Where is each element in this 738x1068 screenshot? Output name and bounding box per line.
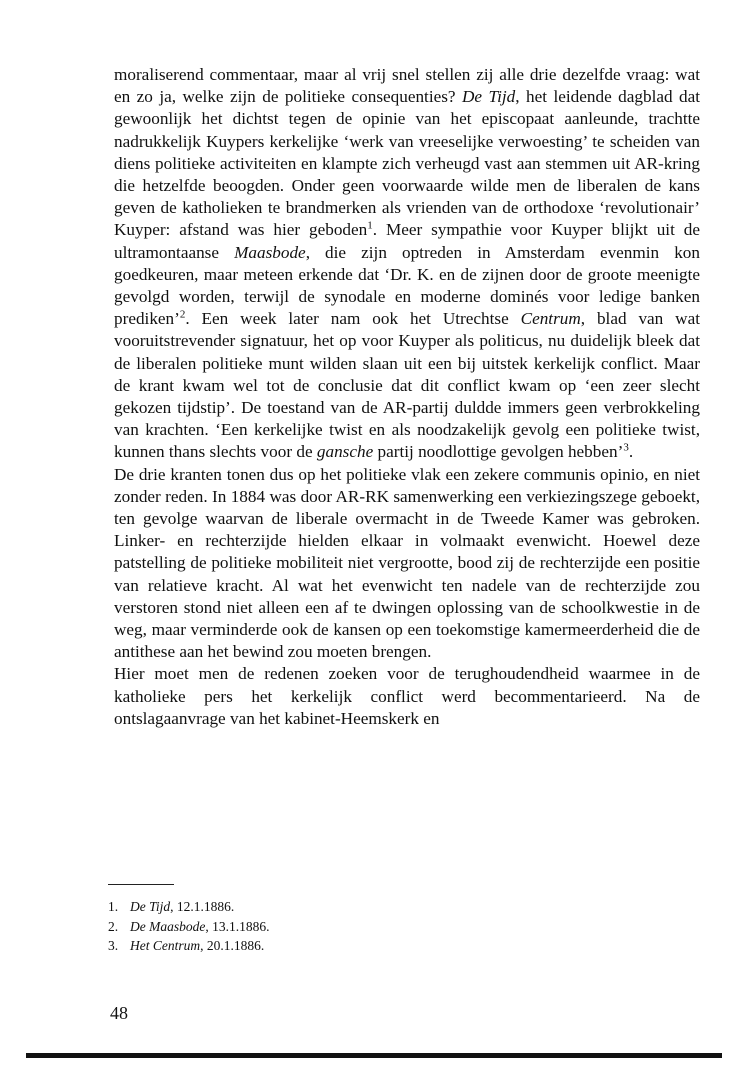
text-run: . Een week later nam ook het Utrechtse: [185, 309, 521, 329]
text-run: , die zijn optreden in Amsterdam evenmin kon goedkeuren, maar meteen erkende dat ‘Dr. K. en de zijnen door de groote meenigte gevolgd worden, terwijl de synodale en moderne dominés voor ledige banken prediken’: [114, 242, 700, 329]
text-run: .: [628, 442, 634, 462]
footnote-date: , 20.1.1886.: [200, 938, 265, 954]
italic-title: gansche: [316, 442, 374, 462]
footnote-reference: 2: [179, 308, 186, 321]
text-run: De drie kranten tonen dus op het politieke vlak een zekere communis opinio, en niet zonder reden. In 1884 was door AR-RK samenwerking een verkiezingszege geboekt, ten gevolge waarvan de liberale overmacht in de Tweede Kamer was gebroken. Linker- en rechterzijde hielden elkaar in volmaakt evenwicht. Hoewel deze patstelling de politieke mobiliteit niet vergrootte, bood zij de rechterzijde een positie van relatieve kracht. Al wat het evenwicht ten nadele van de rechterzijde zou verstoren stond niet alleen een af te dwingen oplossing van de schoolkwestie in de weg, maar verminderde ook de kansen op een toekomstige kamermeerderheid die de antithese aan het bewind zou moeten brengen.: [114, 464, 700, 662]
page-number: 48: [110, 1003, 128, 1023]
text-run: , blad van wat vooruitstrevender signatuur, het op voor Kuyper als politicus, nu duidelijk bleek dat de liberalen politieke munt wilden slaan uit een bij uitstek kerkelijk conflict. Maar de krant kwam wel tot de conclusie dat dit conflict kwam op ‘een zeer slecht gekozen tijdstip’. De toestand van de AR-partij duldde immers geen verbrokkeling van krachten. ‘Een kerkelijke twist en als noodzakelijk gevolg een politieke twist, kunnen thans slechts voor de: [114, 309, 700, 462]
italic-title: Maasbode: [234, 242, 306, 262]
italic-title: Centrum: [520, 309, 581, 329]
footnote-number: 2.: [108, 918, 119, 934]
footnote-number: 3.: [108, 938, 119, 954]
text-run: partij noodlottige gevolgen hebben’: [373, 442, 624, 462]
footnote-date: , 13.1.1886.: [205, 918, 270, 934]
footnote-number: 1.: [108, 899, 119, 914]
paragraph: [114, 464, 700, 664]
text-run: Hier moet men de redenen zoeken voor de terughoudendheid waarmee in de katholieke pers het kerkelijk conflict werd becommentarieerd. Na de ontslagaanvrage van het kabinet-Heemskerk en: [114, 664, 700, 728]
paragraph: [114, 64, 700, 464]
footnote-1: [108, 897, 568, 917]
footnotes: [108, 897, 568, 956]
italic-title: De Tijd: [462, 87, 516, 107]
text-run: , het leidende dagblad dat gewoonlijk het dichtst tegen de opinie van het episcopaat aanleunde, trachtte nadrukkelijk Kuypers kerkelijke ‘werk van vreeselijke verwoesting’ te scheiden van diens politieke activiteiten en klampte zich verheugd vast aan stemmen uit AR-kring die hetzelfde beoogden. Onder geen voorwaarde wilde men de liberalen de kans geven de katholieken te brandmerken als vrienden van de orthodoxe ‘revolutionair’ Kuyper: afstand was hier geboden: [114, 87, 701, 240]
footnote-source: Het Centrum: [130, 938, 201, 954]
text-run: moraliserend commentaar, maar al vrij snel stellen zij alle drie dezelfde vraag: wat en zo ja, welke zijn de politieke consequenties?: [114, 65, 700, 107]
body-text: [114, 64, 700, 730]
footnote-3: [108, 936, 568, 956]
footnote-reference: 3: [623, 441, 629, 454]
footnote-separator: [108, 884, 174, 885]
bottom-border: [26, 1053, 722, 1058]
footnote-source: De Tijd: [130, 899, 171, 914]
paragraph: [114, 663, 700, 730]
text-run: . Meer sympathie voor Kuyper blijkt uit de ultramontaanse: [114, 220, 700, 262]
footnote-source: De Maasbode: [130, 918, 206, 934]
footnote-date: , 12.1.1886.: [170, 899, 235, 914]
footnote-2: [108, 917, 568, 937]
footnote-reference: 1: [367, 219, 373, 232]
